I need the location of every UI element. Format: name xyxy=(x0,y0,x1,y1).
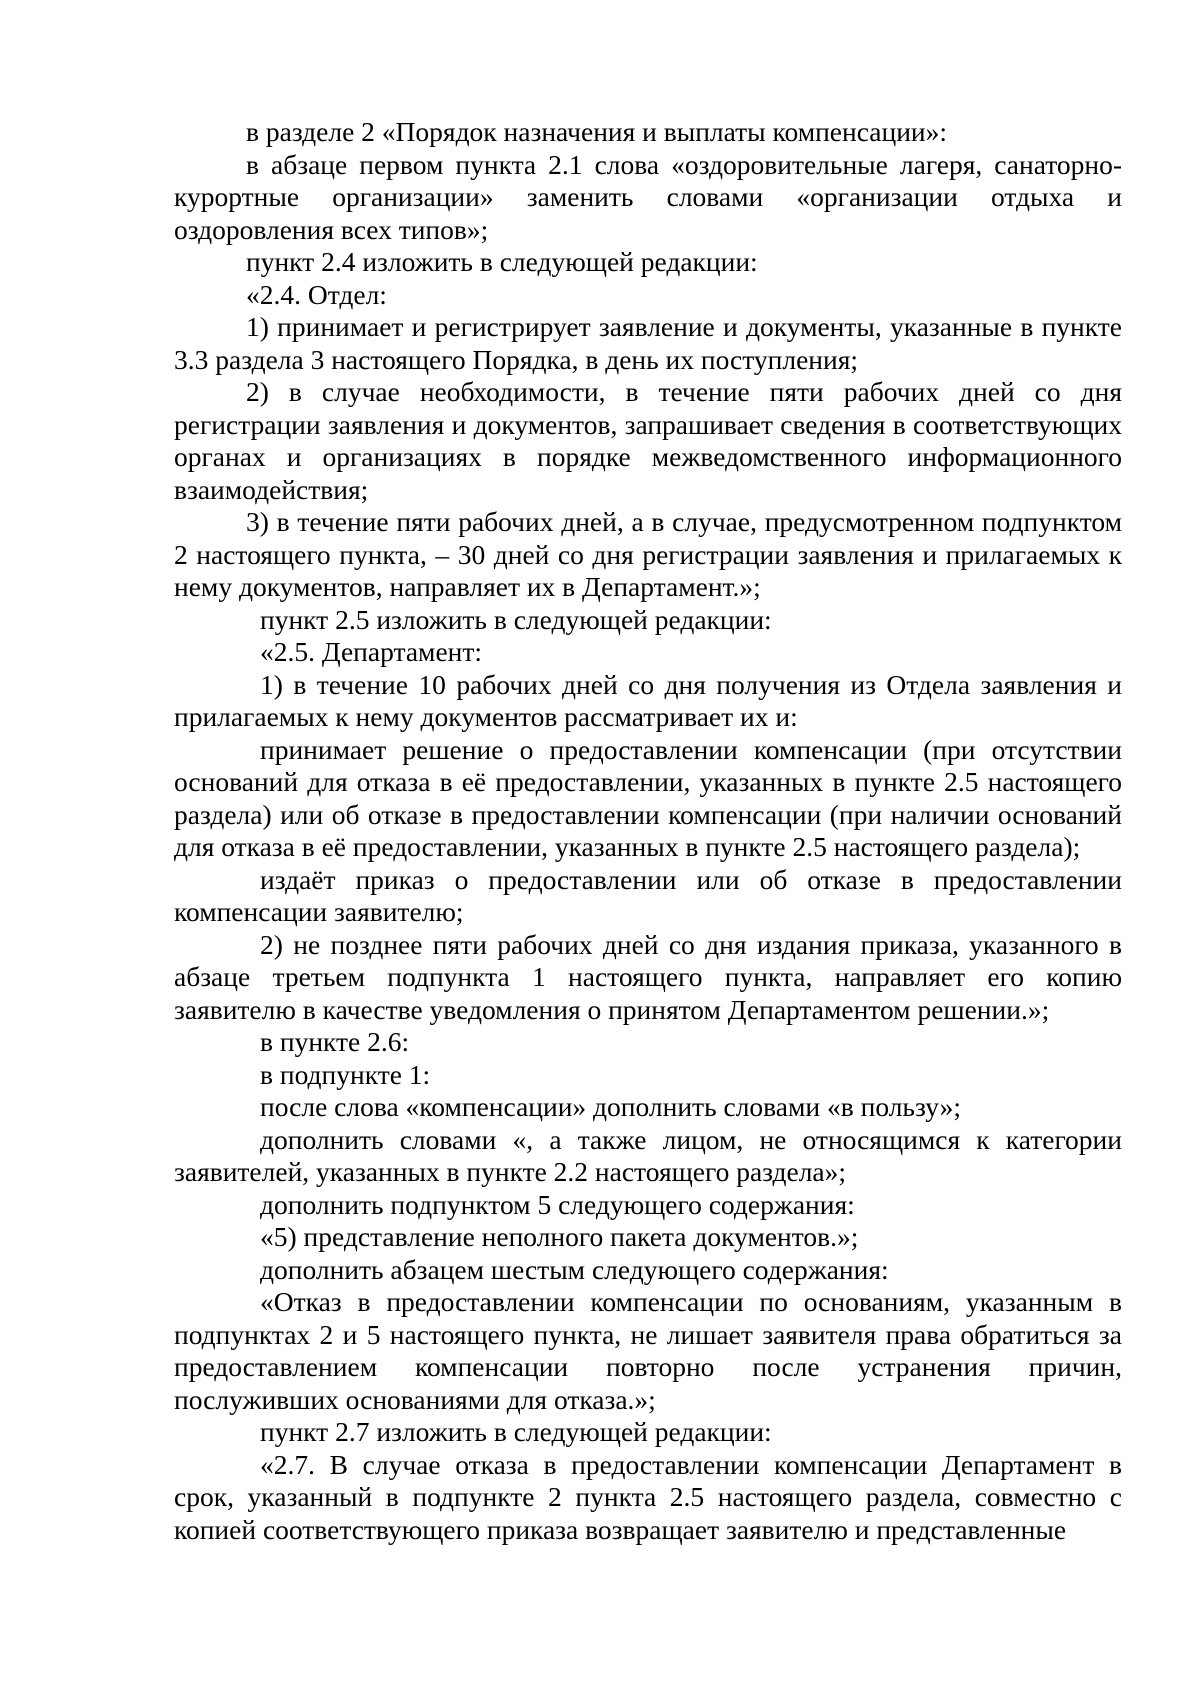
paragraph: «2.5. Департамент: xyxy=(260,636,483,667)
paragraph: 2) не позднее пяти рабочих дней со дня издания приказа, указанного в абзаце третьем подпункта 1 настоящего пункта, направляет его копию заявителю в качестве уведомления о принятом Департаментом решении.»; xyxy=(174,928,1122,1025)
paragraph: «5) представление неполного пакета документов.»; xyxy=(260,1221,859,1252)
paragraph: 3) в течение пяти рабочих дней, а в случае, предусмотренном подпунктом 2 настоящего пункта, – 30 дней со дня регистрации заявления и прилагаемых к нему документов, направляет их в Департамент.»; xyxy=(174,506,1122,602)
paragraph: 1) принимает и регистрирует заявление и документы, указанные в пункте 3.3 раздела 3 настоящего Порядка, в день их поступления; xyxy=(174,311,1122,375)
paragraph: в подпункте 1: xyxy=(260,1058,431,1090)
paragraph: «2.7. В случае отказа в предоставлении компенсации Департамент в срок, указанный в подпункте 2 пункта 2.5 настоящего раздела, совместно с копией соответствующего приказа возвращает заявителю и представленные xyxy=(174,1448,1122,1545)
paragraph: после слова «компенсации» дополнить словами «в пользу»; xyxy=(260,1091,962,1122)
paragraph: дополнить словами «, а также лицом, не относящимся к категории заявителей, указанных в пункте 2.2 настоящего раздела»; xyxy=(174,1123,1122,1187)
document-body xyxy=(174,116,1122,1546)
paragraph: 1) в течение 10 рабочих дней со дня получения из Отдела заявления и прилагаемых к нему документов рассматривает их и: xyxy=(174,668,1122,732)
paragraph: пункт 2.7 изложить в следующей редакции: xyxy=(260,1416,772,1447)
paragraph: «2.4. Отдел: xyxy=(246,278,387,310)
paragraph: в абзаце первом пункта 2.1 слова «оздоровительные лагеря, санаторно-курортные организации» заменить словами «организации отдыха и оздоровления всех типов»; xyxy=(174,148,1122,245)
paragraph: пункт 2.5 изложить в следующей редакции: xyxy=(260,603,772,635)
paragraph: дополнить абзацем шестым следующего содержания: xyxy=(260,1253,889,1285)
paragraph: принимает решение о предоставлении компенсации (при отсутствии оснований для отказа в её предоставлении, указанных в пункте 2.5 настоящего раздела) или об отказе в предоставлении компенсации (при наличии оснований для отказа в её предоставлении, указанных в пункте 2.5 настоящего раздела); xyxy=(174,733,1122,862)
paragraph: в разделе 2 «Порядок назначения и выплаты компенсации»: xyxy=(246,116,948,147)
paragraph: «Отказ в предоставлении компенсации по основаниям, указанным в подпунктах 2 и 5 настоящего пункта, не лишает заявителя права обратиться за предоставлением компенсации повторно после устранения причин, послуживших основаниями для отказа.»; xyxy=(174,1286,1122,1415)
paragraph: издаёт приказ о предоставлении или об отказе в предоставлении компенсации заявителю; xyxy=(174,863,1122,927)
paragraph: дополнить подпунктом 5 следующего содержания: xyxy=(260,1188,855,1220)
paragraph: пункт 2.4 изложить в следующей редакции: xyxy=(246,246,758,277)
paragraph: 2) в случае необходимости, в течение пяти рабочих дней со дня регистрации заявления и документов, запрашивает сведения в соответствующих органах и организациях в порядке межведомственного информационного взаимодействия; xyxy=(174,376,1122,505)
paragraph: в пункте 2.6: xyxy=(260,1026,410,1057)
